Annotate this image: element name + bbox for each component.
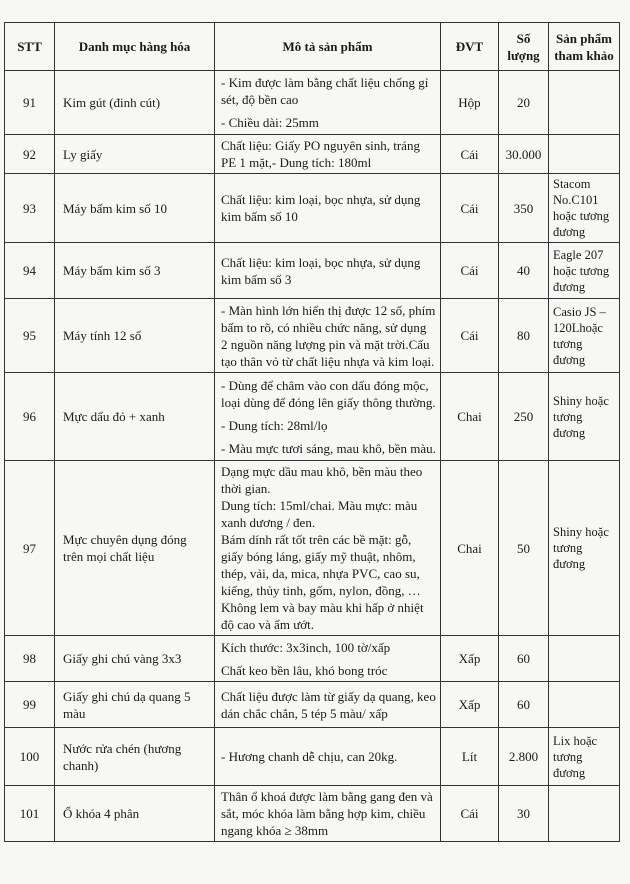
row-item-name: Kim gút (đinh cút) [55, 71, 215, 135]
product-table [4, 22, 620, 842]
row-description [215, 299, 441, 373]
description-line: Thân ổ khoá được làm bằng gang đen và sắt, móc khóa làm bằng hợp kim, chiều ngang khóa ≥ 38mm [221, 789, 433, 838]
row-quantity: 60 [499, 636, 549, 682]
row-item-name: Mực dấu đỏ + xanh [55, 373, 215, 461]
row-unit: Xấp [441, 636, 499, 682]
row-item-name: Nước rửa chén (hương chanh) [55, 728, 215, 786]
header-stt: STT [5, 23, 55, 71]
header-reference [549, 23, 620, 71]
description-line: Chất liệu: kim loại, bọc nhựa, sử dụng kim bấm số 3 [221, 254, 421, 287]
row-item-name: Máy bấm kim số 3 [55, 243, 215, 299]
description-line: Chất keo bền lâu, khó bong tróc [221, 662, 388, 678]
row-stt: 96 [5, 373, 55, 461]
header-category: Danh mục hàng hóa [55, 23, 215, 71]
row-item-name: Giấy ghi chú dạ quang 5 màu [55, 682, 215, 728]
row-reference: Casio JS – 120Lhoặc tương đương [549, 299, 620, 373]
description-line: Dung tích: 15ml/chai. Màu mực: màu xanh dương / đen. [221, 498, 418, 530]
description-line: - Kim được làm bằng chất liệu chống gỉ sét, độ bền cao [221, 75, 429, 107]
row-item-name: Ổ khóa 4 phân [55, 786, 215, 842]
header-quantity-line2: lượng [507, 47, 540, 63]
table-row [5, 461, 620, 636]
row-reference: Lix hoặc tương đương [549, 728, 620, 786]
row-reference: Stacom No.C101 hoặc tương đương [549, 174, 620, 243]
row-stt: 97 [5, 461, 55, 636]
table-row [5, 299, 620, 373]
table-row [5, 373, 620, 461]
row-item-name: Mực chuyên dụng đóng trên mọi chất liệu [55, 461, 215, 636]
description-line: - Màn hình lớn hiển thị được 12 số, phím bấm to rõ, có nhiều chức năng, sử dụng 2 nguồn năng lượng pin và mặt trời.Cấu tạo thân vỏ từ chất liệu nhựa và kim loại. [221, 302, 436, 369]
row-unit: Xấp [441, 682, 499, 728]
row-unit: Chai [441, 461, 499, 636]
row-quantity: 80 [499, 299, 549, 373]
description-line: - Màu mực tươi sáng, mau khô, bền màu. [221, 440, 436, 456]
row-quantity: 50 [499, 461, 549, 636]
description-line: Chất liệu: Giấy PO nguyên sinh, tráng PE 1 mặt,- Dung tích: 180ml [221, 138, 420, 170]
row-reference: Shiny hoặc tương đương [549, 461, 620, 636]
row-reference: Shiny hoặc tương đương [549, 373, 620, 461]
row-reference [549, 786, 620, 842]
row-unit: Cái [441, 243, 499, 299]
row-stt: 91 [5, 71, 55, 135]
table-row [5, 135, 620, 174]
description-line: Chất liệu: kim loại, bọc nhựa, sử dụng kim bấm số 10 [221, 192, 421, 224]
row-unit: Chai [441, 373, 499, 461]
row-quantity: 250 [499, 373, 549, 461]
header-reference-line1: Sản phẩm [556, 30, 612, 46]
row-stt: 92 [5, 135, 55, 174]
description-line: - Hương chanh dễ chịu, can 20kg. [221, 749, 398, 764]
row-quantity: 30.000 [499, 135, 549, 174]
description-line: - Dung tích: 28ml/lọ [221, 417, 328, 433]
row-quantity: 60 [499, 682, 549, 728]
table-row [5, 174, 620, 243]
description-line: Không lem và bay màu khi hấp ở nhiệt độ cao và ẩm ướt. [221, 600, 424, 632]
row-item-name: Máy tính 12 số [55, 299, 215, 373]
header-reference-line2: tham khảo [554, 47, 614, 63]
header-quantity [499, 23, 549, 71]
row-reference: Eagle 207 hoặc tương đương [549, 243, 620, 299]
row-description [215, 243, 441, 299]
row-unit: Lít [441, 728, 499, 786]
description-line: Chất liệu được làm từ giấy dạ quang, keo dán chắc chắn, 5 tép 5 màu/ xấp [221, 688, 436, 721]
row-unit: Cái [441, 135, 499, 174]
row-stt: 94 [5, 243, 55, 299]
row-quantity: 350 [499, 174, 549, 243]
row-unit: Cái [441, 299, 499, 373]
row-quantity: 30 [499, 786, 549, 842]
row-stt: 98 [5, 636, 55, 682]
table-row [5, 728, 620, 786]
description-line: - Chiều dài: 25mm [221, 115, 319, 130]
header-unit: ĐVT [441, 23, 499, 71]
row-stt: 99 [5, 682, 55, 728]
table-body [5, 71, 620, 842]
table-row [5, 243, 620, 299]
row-description [215, 728, 441, 786]
row-description [215, 636, 441, 682]
description-line: - Dùng để châm vào con dấu đóng mộc, loại dùng để đóng lên giấy thông thường. [221, 377, 436, 410]
row-description [215, 682, 441, 728]
header-description: Mô tả sản phẩm [215, 23, 441, 71]
description-line: Kích thước: 3x3inch, 100 tờ/xấp [221, 639, 391, 655]
row-description [215, 786, 441, 842]
row-unit: Cái [441, 786, 499, 842]
row-description [215, 461, 441, 636]
row-reference [549, 71, 620, 135]
row-description [215, 174, 441, 243]
description-line: Dạng mực dầu mau khô, bền màu theo thời gian. [221, 464, 423, 496]
row-reference [549, 636, 620, 682]
row-item-name: Máy bấm kim số 10 [55, 174, 215, 243]
table-row [5, 636, 620, 682]
row-stt: 101 [5, 786, 55, 842]
row-stt: 100 [5, 728, 55, 786]
table-row [5, 786, 620, 842]
row-description [215, 135, 441, 174]
row-stt: 93 [5, 174, 55, 243]
table-row [5, 682, 620, 728]
row-item-name: Giấy ghi chú vàng 3x3 [55, 636, 215, 682]
row-quantity: 20 [499, 71, 549, 135]
row-unit: Hộp [441, 71, 499, 135]
row-description [215, 71, 441, 135]
row-unit: Cái [441, 174, 499, 243]
row-stt: 95 [5, 299, 55, 373]
row-reference [549, 682, 620, 728]
table-header-row [5, 23, 620, 71]
row-item-name: Ly giấy [55, 135, 215, 174]
table-row [5, 71, 620, 135]
row-reference [549, 135, 620, 174]
header-quantity-line1: Số [516, 30, 531, 46]
row-quantity: 40 [499, 243, 549, 299]
row-quantity: 2.800 [499, 728, 549, 786]
description-line: Bám dính rất tốt trên các bề mặt: gỗ, giấy bóng láng, giấy mỹ thuật, nhôm, thép, vải, da, mica, nhựa PVC, cao su, kiếng, thủy tinh, gốm, nylon, đồng, … [221, 532, 421, 598]
row-description [215, 373, 441, 461]
